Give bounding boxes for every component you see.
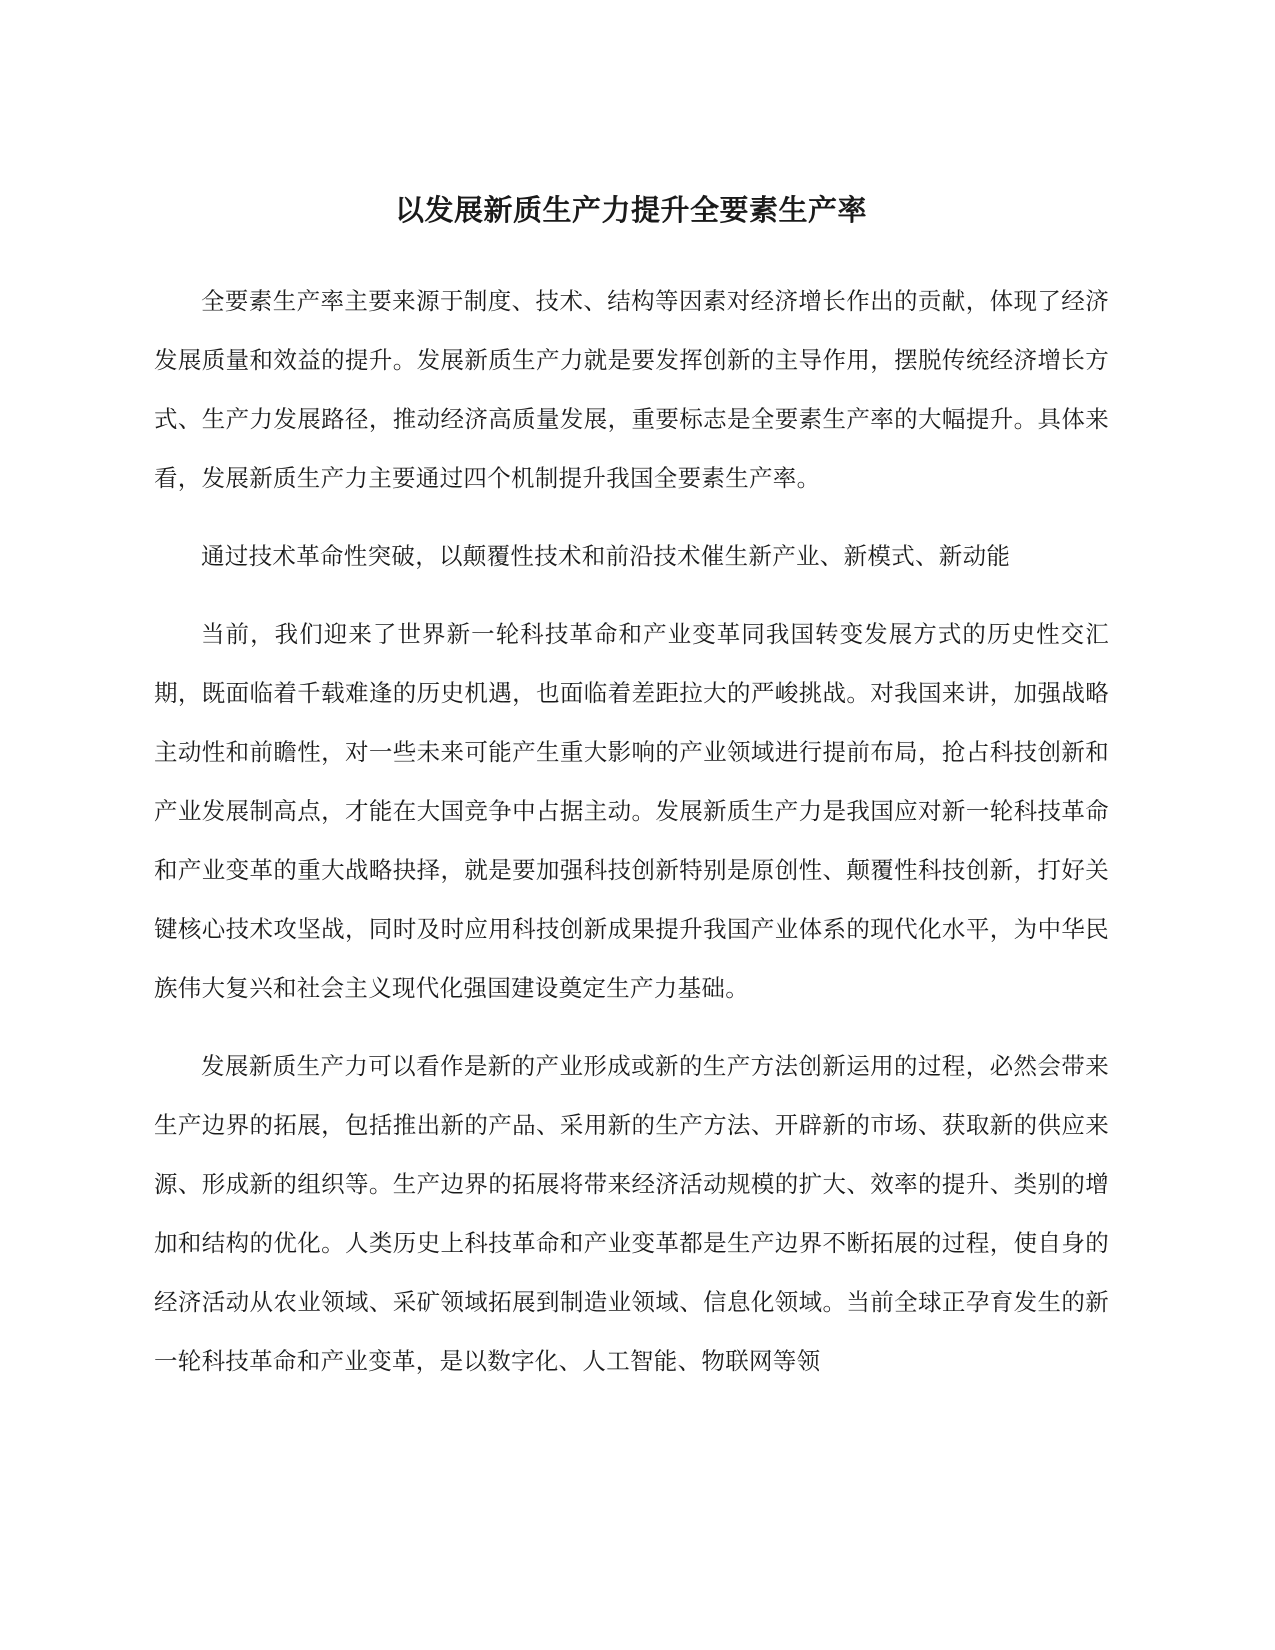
section-heading: 通过技术革命性突破，以颠覆性技术和前沿技术催生新产业、新模式、新动能 (201, 542, 1011, 570)
paragraph-production-boundary: 发展新质生产力可以看作是新的产业形成或新的生产方法创新运用的过程，必然会带来生产边界的拓展，包括推出新的产品、采用新的生产方法、开辟新的市场、获取新的供应来源、形成新的组织等。生产边界的拓展将带来经济活动规模的扩大、效率的提升、类别的增加和结构的优化。人类历史上科技革命和产业变革都是生产边界不断拓展的过程，使自身的经济活动从农业领域、采矿领域拓展到制造业领域、信息化领域。当前全球正孕育发生的新一轮科技革命和产业变革，是以数字化、人工智能、物联网等领 (154, 1052, 1109, 1375)
document-body (154, 272, 1109, 1410)
document-title: 以发展新质生产力提升全要素生产率 (394, 193, 867, 227)
paragraph-intro: 全要素生产率主要来源于制度、技术、结构等因素对经济增长作出的贡献，体现了经济发展质量和效益的提升。发展新质生产力就是要发挥创新的主导作用，摆脱传统经济增长方式、生产力发展路径，推动经济高质量发展，重要标志是全要素生产率的大幅提升。具体来看，发展新质生产力主要通过四个机制提升我国全要素生产率。 (154, 287, 1109, 492)
paragraph-tech-revolution: 当前，我们迎来了世界新一轮科技革命和产业变革同我国转变发展方式的历史性交汇期，既面临着千载难逢的历史机遇，也面临着差距拉大的严峻挑战。对我国来讲，加强战略主动性和前瞻性，对一些未来可能产生重大影响的产业领域进行提前布局，抢占科技创新和产业发展制高点，才能在大国竞争中占据主动。发展新质生产力是我国应对新一轮科技革命和产业变革的重大战略抉择，就是要加强科技创新特别是原创性、颠覆性科技创新，打好关键核心技术攻坚战，同时及时应用科技创新成果提升我国产业体系的现代化水平，为中华民族伟大复兴和社会主义现代化强国建设奠定生产力基础。 (154, 620, 1109, 1002)
